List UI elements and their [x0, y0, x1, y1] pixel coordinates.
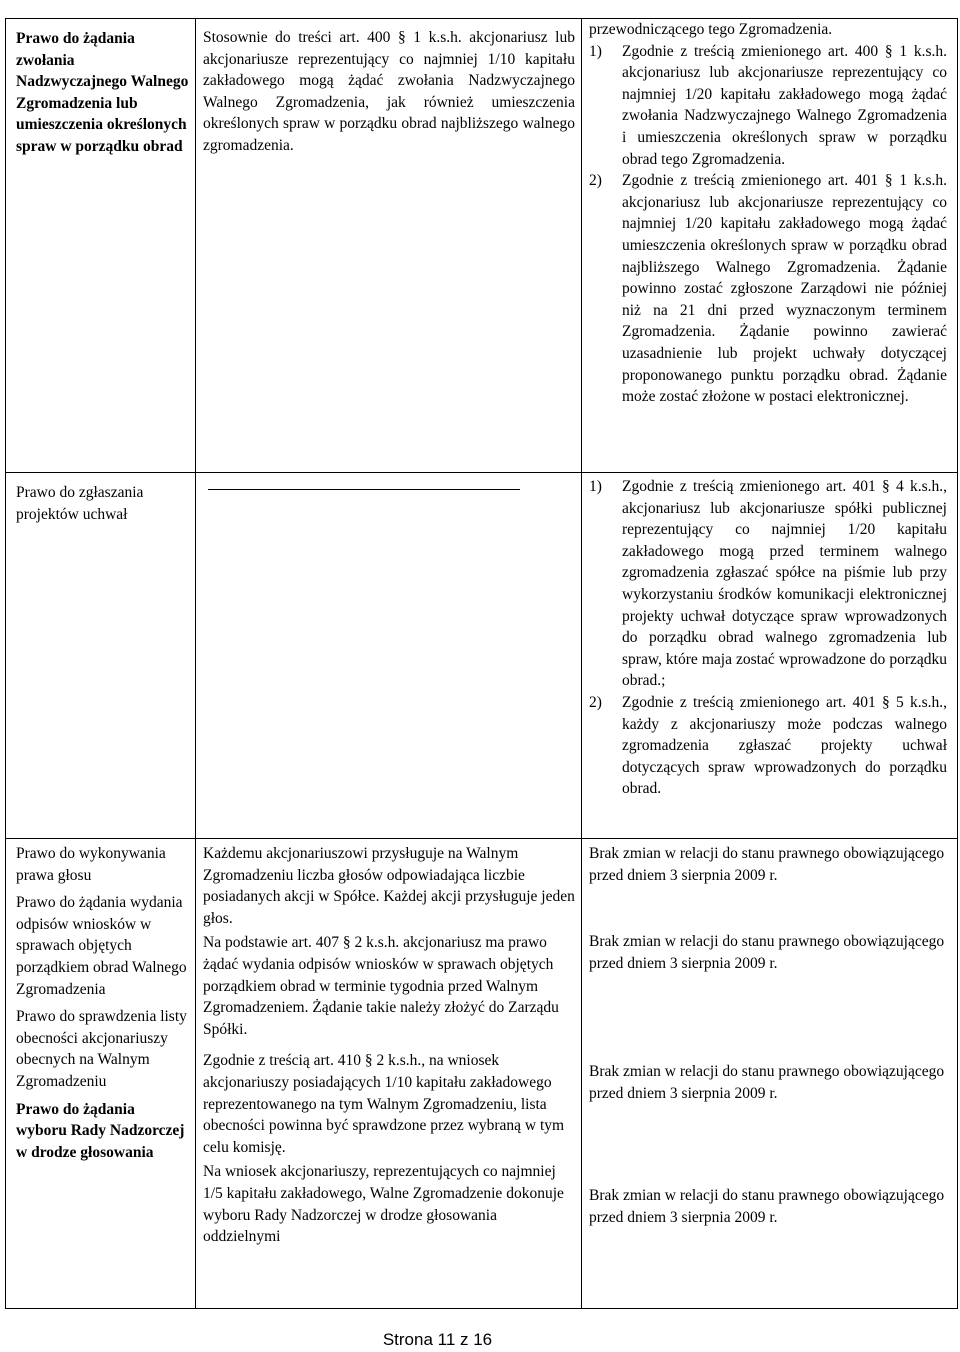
before-text: Na podstawie art. 407 § 2 k.s.h. akcjonariusz ma prawo żądać wydania odpisów wniosków w sprawach objętych porządkiem obrad w terminie tygodnia przed Walnym Zgromadzeniem. Żądanie takie należy złożyć do Zarządu Spółki.	[203, 934, 559, 1038]
after-text: Brak zmian w relacji do stanu prawnego obowiązującego przed dniem 3 sierpnia 2009 r.	[589, 1187, 945, 1226]
after-cell	[582, 473, 958, 839]
after-lead-text: przewodniczącego tego Zgromadzenia.	[589, 21, 833, 38]
right-label: Prawo do zgłaszania projektów uchwał	[16, 484, 144, 523]
before-cell	[196, 473, 582, 839]
after-text: Brak zmian w relacji do stanu prawnego obowiązującego przed dniem 3 sierpnia 2009 r.	[589, 933, 945, 972]
after-list	[589, 41, 947, 408]
after-text: Brak zmian w relacji do stanu prawnego obowiązującego przed dniem 3 sierpnia 2009 r.	[589, 1063, 945, 1102]
page-footer: Strona 11 z 16	[382, 1330, 493, 1349]
document-table	[5, 18, 958, 1309]
before-cell	[196, 19, 582, 473]
right-label: Prawo do żądania wyboru Rady Nadzorczej w drodze głosowania	[16, 1100, 185, 1161]
right-label-cell	[6, 19, 196, 473]
before-text: Zgodnie z treścią art. 410 § 2 k.s.h., na wniosek akcjonariuszy posiadających 1/10 kapitału zakładowego reprezentowanego na tym Walnym Zgromadzeniu, lista obecności powinna być sprawdzone przez wybraną w tym celu komisję.	[203, 1052, 565, 1156]
after-list	[589, 476, 947, 800]
right-label: Prawo do żądania wydania odpisów wniosków w sprawach objętych porządkiem obrad Walnego Zgromadzenia	[16, 894, 187, 998]
before-text: Stosownie do treści art. 400 § 1 k.s.h. akcjonariusz lub akcjonariusze reprezentujący co najmniej 1/10 kapitału zakładowego mogą żądać zwołania Nadzwyczajnego Walnego Zgromadzenia, jak również umieszczenia określonych spraw w porządku obrad najbliższego walnego zgromadzenia.	[203, 29, 575, 154]
list-item: 2) Zgodnie z treścią zmienionego art. 401 § 1 k.s.h. akcjonariusz lub akcjonariusze reprezentujący co najmniej 1/20 kapitału zakładowego mogą żądać umieszczenia określonych spraw w porządku obrad najbliższego Walnego Zgromadzenia. Żądanie powinno zostać zgłoszone Zarządowi nie później niż na 21 dni przed wyznaczonym terminem Zgromadzenia. Żądanie powinno zawierać uzasadnienie lub projekt uchwały dotyczącej proponowanego punktu porządku obrad. Żądanie może zostać złożone w postaci elektronicznej.	[589, 172, 947, 406]
table-row	[6, 473, 958, 839]
right-label: Prawo do żądania zwołania Nadzwyczajnego Walnego Zgromadzenia lub umieszczenia określonych spraw w porządku obrad	[16, 30, 189, 155]
right-label-cell	[6, 473, 196, 839]
before-text: Na wniosek akcjonariuszy, reprezentujących co najmniej 1/5 kapitału zakładowego, Walne Zgromadzenie dokonuje wyboru Rady Nadzorczej w drodze głosowania oddzielnymi	[203, 1163, 564, 1246]
list-item: 2) Zgodnie z treścią zmienionego art. 401 § 5 k.s.h., każdy z akcjonariuszy może podczas walnego zgromadzenia zgłaszać projekty uchwał dotyczących spraw wprowadzonych do porządku obrad.	[589, 693, 947, 798]
right-label: Prawo do sprawdzenia listy obecności akcjonariuszy obecnych na Walnym Zgromadzeniu	[16, 1008, 187, 1090]
right-label-cell	[6, 839, 196, 1309]
after-cell	[582, 839, 958, 1309]
table-row	[6, 19, 958, 473]
before-text: Każdemu akcjonariuszowi przysługuje na Walnym Zgromadzeniu liczba głosów odpowiadająca liczbie posiadanych akcji w Spółce. Każdej akcji przysługuje jeden głos.	[203, 845, 575, 927]
list-item: 1) Zgodnie z treścią zmienionego art. 400 § 1 k.s.h. akcjonariusz lub akcjonariusze reprezentujący co najmniej 1/20 kapitału zakładowego mogą żądać zwołania Nadzwyczajnego Walnego Zgromadzenia i umieszczenia określonych spraw w porządku obrad tego Zgromadzenia.	[589, 42, 947, 168]
after-text: Brak zmian w relacji do stanu prawnego obowiązującego przed dniem 3 sierpnia 2009 r.	[589, 845, 945, 884]
after-cell	[582, 19, 958, 473]
right-label: Prawo do wykonywania prawa głosu	[16, 845, 166, 884]
table-row	[6, 839, 958, 1309]
before-cell	[196, 839, 582, 1309]
empty-cell-line	[208, 489, 520, 490]
list-item: 1) Zgodnie z treścią zmienionego art. 401 § 4 k.s.h., akcjonariusz lub akcjonariusze spółki publicznej reprezentujący co najmniej 1/20 kapitału zakładowego mogą przed terminem walnego zgromadzenia zgłaszać spółce na piśmie lub przy wykorzystaniu środków komunikacji elektronicznej projekty uchwał dotyczące spraw wprowadzonych do porządku obrad walnego zgromadzenia lub spraw, które maja zostać wprowadzone do porządku obrad.;	[589, 478, 947, 690]
